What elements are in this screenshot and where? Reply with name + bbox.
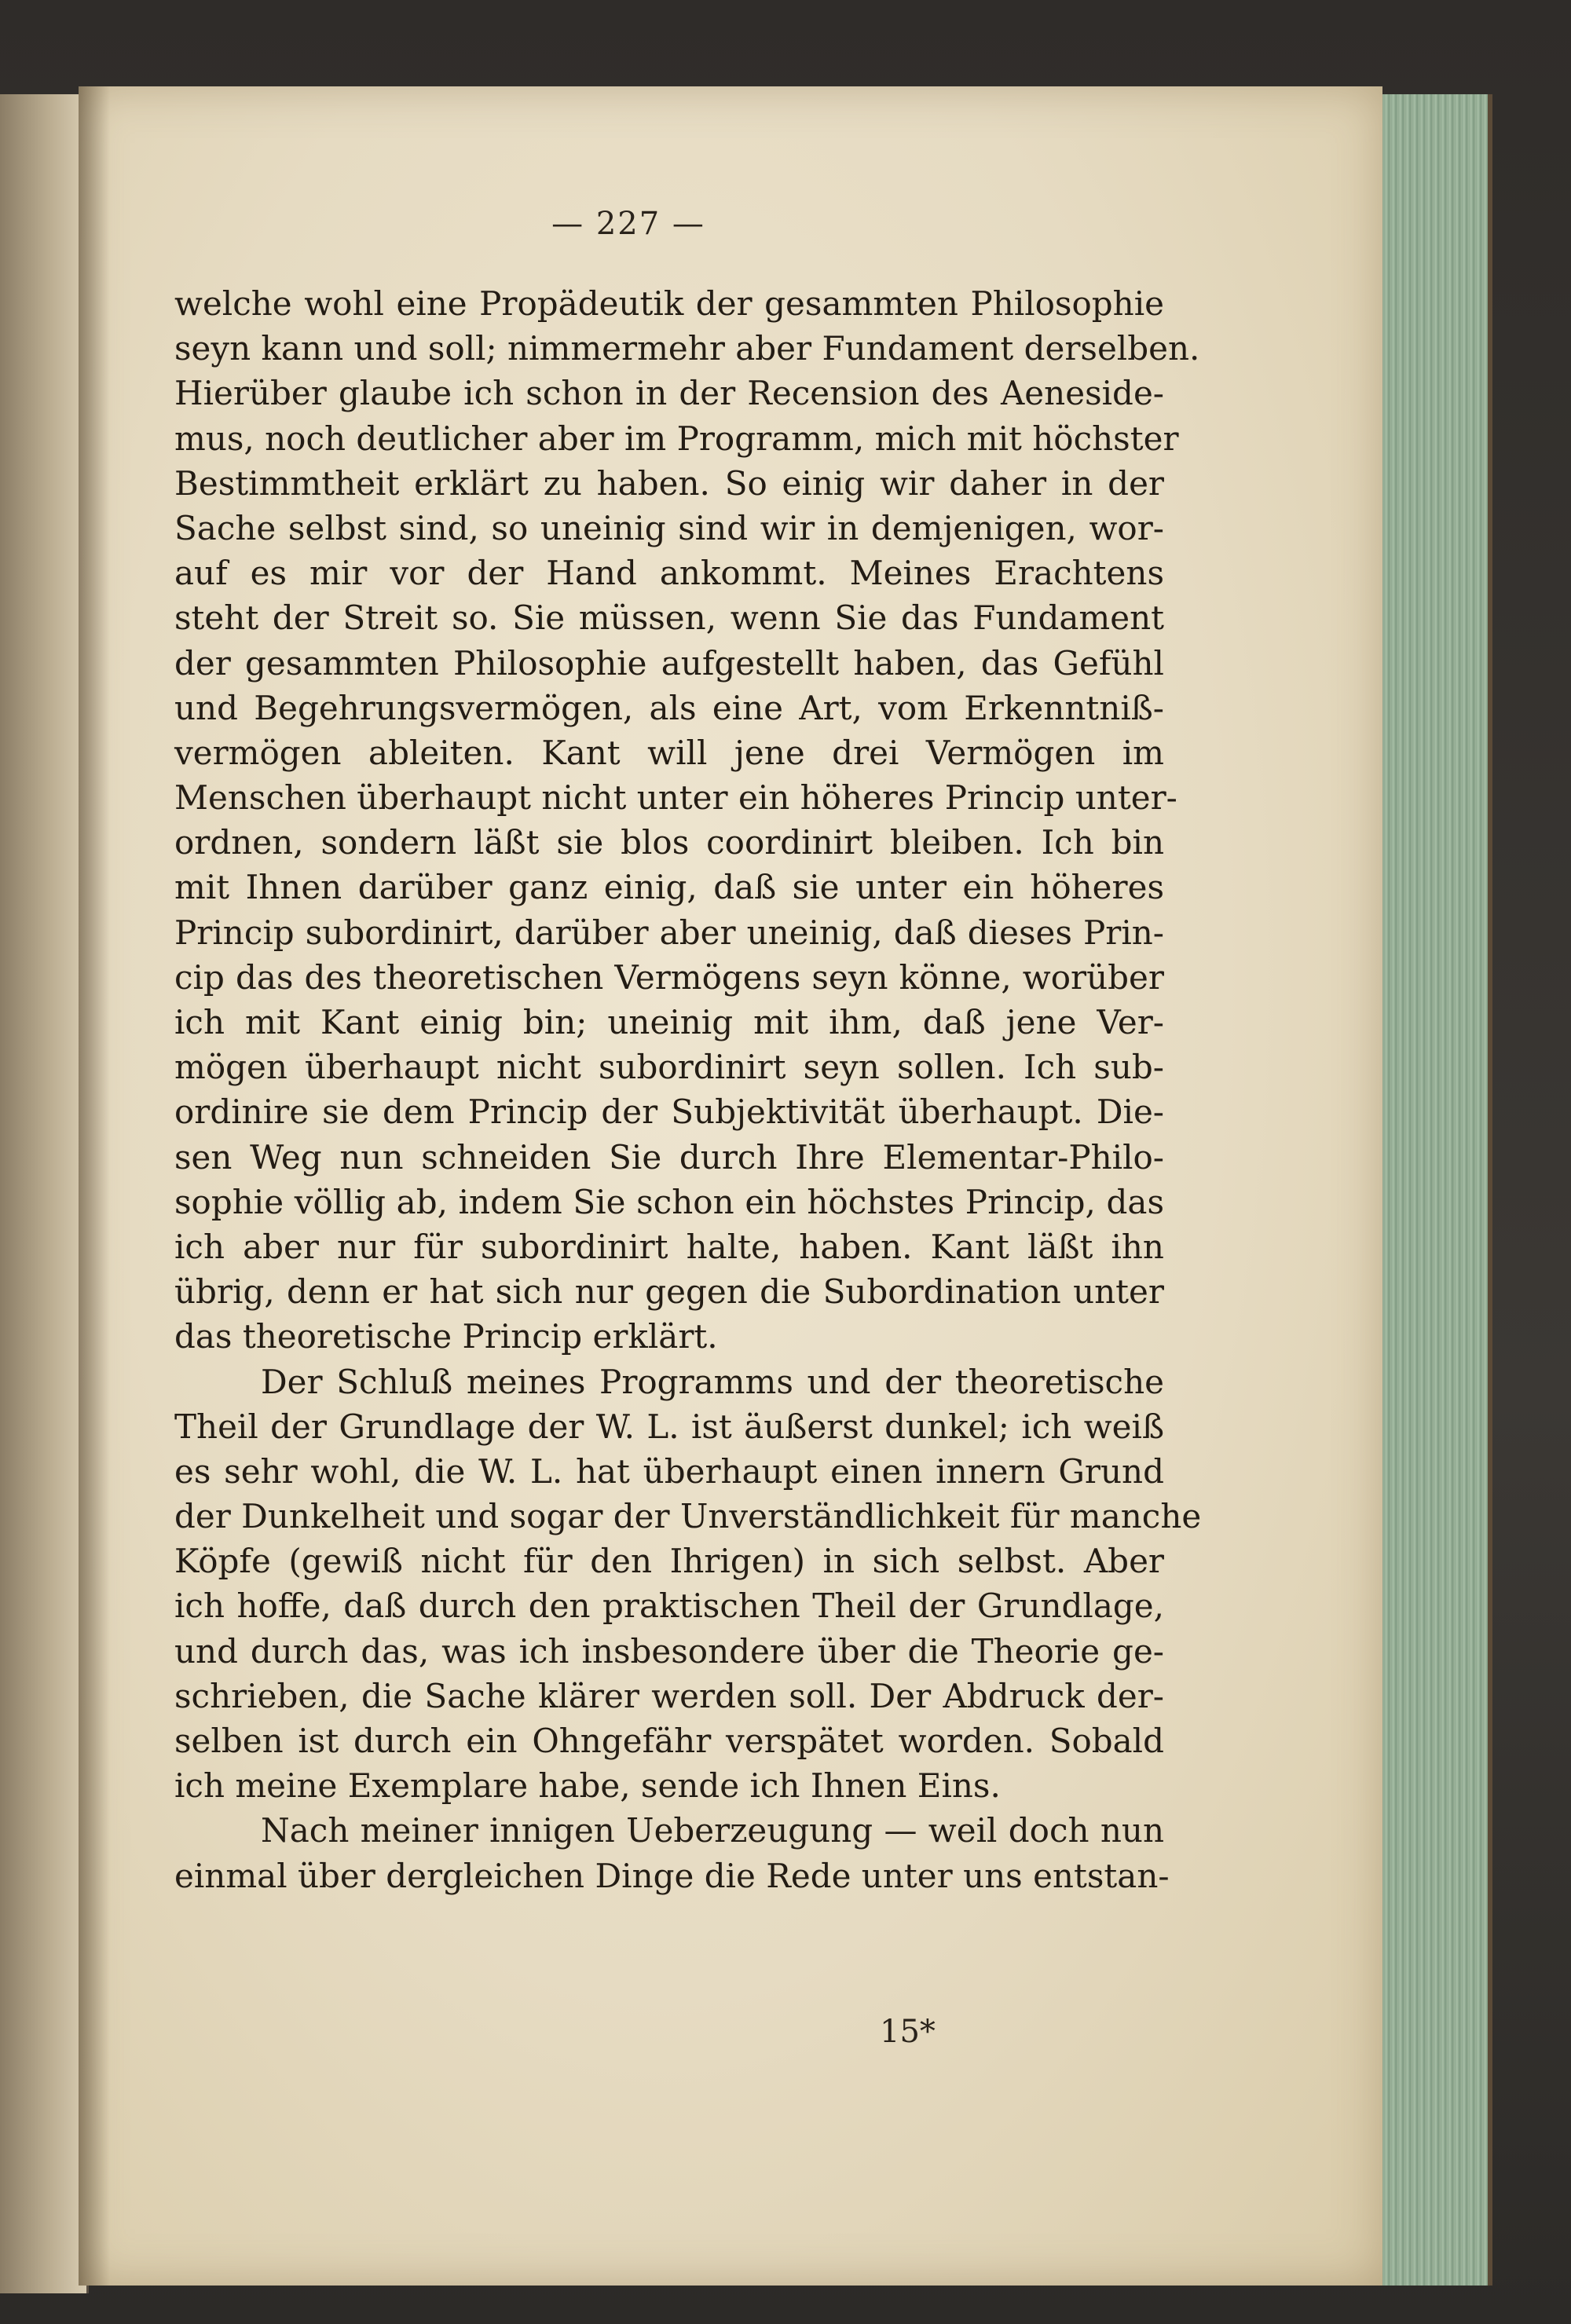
text-line: mit Ihnen darüber ganz einig, daß sie unter ein höheres: [174, 868, 1164, 907]
text-line: seyn kann und soll; nimmermehr aber Fundament derselben.: [174, 329, 1200, 368]
text-line: mus, noch deutlicher aber im Programm, mich mit höchster: [174, 419, 1179, 458]
text-line: ich mit Kant einig bin; uneinig mit ihm, daß jene Ver-: [174, 1003, 1164, 1041]
text-line: einmal über dergleichen Dinge die Rede unter uns entstan-: [174, 1856, 1170, 1895]
text-line: Bestimmtheit erklärt zu haben. So einig wir daher in der: [174, 463, 1164, 503]
paragraph-end-line: das theoretische Princip erklärt.: [174, 1317, 718, 1356]
paragraph-start-line: Nach meiner innigen Ueberzeugung — weil doch nun: [261, 1811, 1164, 1850]
text-line: Köpfe (gewiß nicht für den Ihrigen) in sich selbst. Aber: [174, 1542, 1164, 1581]
text-line: es sehr wohl, die W. L. hat überhaupt einen innern Grund: [174, 1451, 1164, 1491]
text-line: der Dunkelheit und sogar der Unverständlichkeit für manche: [174, 1497, 1202, 1536]
text-line: schrieben, die Sache klärer werden soll. Der Abdruck der-: [174, 1676, 1164, 1715]
text-line: übrig, denn er hat sich nur gegen die Subordination unter: [174, 1272, 1164, 1312]
text-line: Sache selbst sind, so uneinig sind wir in demjenigen, wor-: [174, 508, 1164, 547]
page-block-edge: [1367, 94, 1492, 2286]
text-line: der gesammten Philosophie aufgestellt haben, das Gefühl: [174, 643, 1164, 683]
body-text: [174, 281, 1202, 1898]
page-header: — 227 —: [551, 206, 705, 242]
text-line: ordnen, sondern läßt sie blos coordinirt bleiben. Ich bin: [174, 823, 1164, 862]
text-line: mögen überhaupt nicht subordinirt seyn sollen. Ich sub-: [174, 1048, 1164, 1087]
text-line: sen Weg nun schneiden Sie durch Ihre Elementar-Philo-: [174, 1137, 1164, 1177]
left-page-edge: [0, 94, 89, 2293]
text-line: Hierüber glaube ich schon in der Recension des Aenesidе-: [174, 374, 1164, 413]
paragraph-start-line: Der Schluß meines Programms und der theoretische: [261, 1362, 1164, 1401]
paragraph-end-line: ich meine Exemplare habe, sende ich Ihnen Eins.: [174, 1766, 1001, 1806]
text-line: cip das des theoretischen Vermögens seyn könne, worüber: [174, 957, 1164, 997]
text-line: ich aber nur für subordinirt halte, haben. Kant läßt ihn: [174, 1227, 1164, 1266]
text-line: Theil der Grundlage der W. L. ist äußerst dunkel; ich weiß: [174, 1407, 1164, 1446]
text-line: steht der Streit so. Sie müssen, wenn Sie das Fundament: [174, 598, 1164, 638]
spine-shadow: [79, 86, 110, 2286]
text-line: ordinire sie dem Princip der Subjektivität überhaupt. Die-: [174, 1092, 1164, 1132]
text-line: ich hoffe, daß durch den praktischen Theil der Grundlage,: [174, 1587, 1164, 1626]
text-line: sophie völlig ab, indem Sie schon ein höchstes Princip, das: [174, 1182, 1164, 1221]
signature-mark: 15*: [880, 2014, 936, 2050]
text-line: selben ist durch ein Ohngefähr verspätet worden. Sobald: [174, 1722, 1164, 1760]
text-line: welche wohl eine Propädeutik der gesammten Philosophie: [174, 284, 1164, 323]
text-line: vermögen ableiten. Kant will jene drei Vermögen im: [174, 733, 1164, 772]
text-line: Princip subordinirt, darüber aber uneinig, daß dieses Prin-: [174, 913, 1164, 952]
text-line: und durch das, was ich insbesondere über die Theorie ge-: [174, 1631, 1164, 1671]
text-line: auf es mir vor der Hand ankommt. Meines Erachtens: [174, 554, 1164, 593]
text-line: und Begehrungsvermögen, als eine Art, vom Erkenntniß-: [174, 688, 1164, 727]
text-line: Menschen überhaupt nicht unter ein höheres Princip unter-: [174, 778, 1177, 818]
